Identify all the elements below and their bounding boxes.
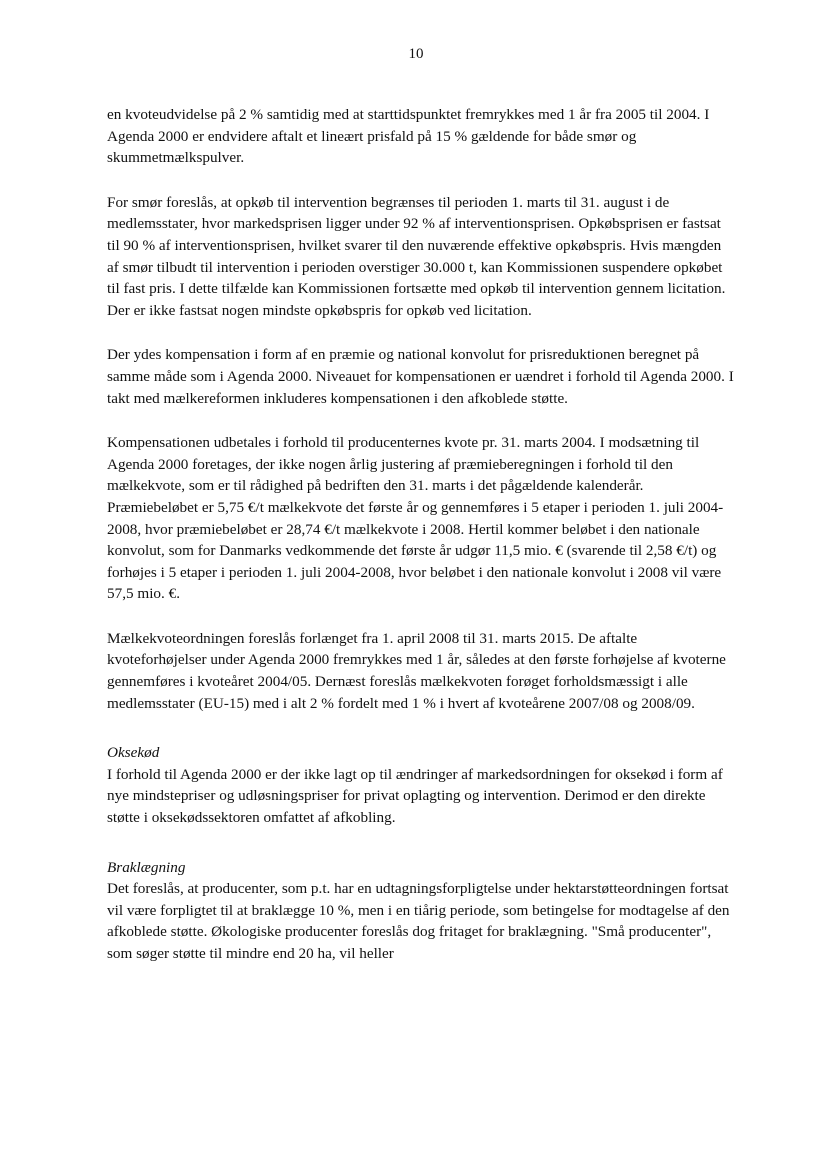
section-text-braklaegning: Det foreslås, at producenter, som p.t. har en udtagningsforpligtelse under hektarstøtteordningen fortsat vil være forpligtet til at braklægge 10 %, men i en tiårig periode, som betingelse for modtagelse af den afkoblede støtte. Økologiske producenter foreslås dog fritaget for braklægning. "Små producenter", som søger støtte til mindre end 20 ha, vil heller	[107, 880, 730, 962]
document-body	[107, 104, 735, 988]
page-number: 10	[408, 46, 424, 62]
section-heading-oksekoed: Oksekød	[107, 744, 160, 762]
paragraph-kompensation: Der ydes kompensation i form af en præmie og national konvolut for prisreduktionen beregnet på samme måde som i Agenda 2000. Niveauet for kompensationen er uændret i forhold til Agenda 2000. I takt med mælkereformen inkluderes kompensationen i den afkoblede støtte.	[107, 346, 734, 407]
section-text-oksekoed: I forhold til Agenda 2000 er der ikke lagt op til ændringer af markedsordningen for oksekød i form af nye mindstepriser og udløsningspriser for privat oplagting og intervention. Derimod er den direkte støtte i oksekødssektoren omfattet af afkobling.	[107, 765, 723, 827]
paragraph-maelkekvoteordning: Mælkekvoteordningen foreslås forlænget fra 1. april 2008 til 31. marts 2015. De aftalte kvoteforhøjelser under Agenda 2000 fremrykkes med 1 år, således at den første forhøjelse af kvoterne gennemføres i kvoteåret 2004/05. Dernæst foreslås mælkekvoten forøget forholdsmæssigt i alle medlemsstater (EU-15) med i alt 2 % fordelt med 1 % i hvert af kvoteårene 2007/08 og 2008/09.	[107, 629, 726, 712]
paragraph-kvoteudvidelse: en kvoteudvidelse på 2 % samtidig med at starttidspunktet fremrykkes med 1 år fra 2005 til 2004. I Agenda 2000 er endvidere aftalt et lineært prisfald på 15 % gældende for både smør og skummetmælkspulver.	[107, 106, 710, 167]
paragraph-kompensation-udbetaling: Kompensationen udbetales i forhold til producenternes kvote pr. 31. marts 2004. I modsætning til Agenda 2000 foretages, der ikke nogen årlig justering af præmieberegningen i forhold til den mælkekvote, som er til rådighed på bedriften den 31. marts i det pågældende kalenderår. Præmiebeløbet er 5,75 €/t mælkekvote det første år og gennemføres i 5 etaper i perioden 1. juli 2004-2008, hvor præmiebeløbet er 28,74 €/t mælkekvote i 2008. Hertil kommer beløbet i den nationale konvolut, som for Danmarks vedkommende det første år udgør 11,5 mio. € (svarende til 2,58 €/t) og forhøjes i 5 etaper i perioden 1. juli 2004-2008, hvor beløbet i den nationale konvolut i 2008 vil være 57,5 mio. €.	[107, 434, 724, 603]
paragraph-smoer-intervention: For smør foreslås, at opkøb til intervention begrænses til perioden 1. marts til 31. august i de medlemsstater, hvor markedsprisen ligger under 92 % af interventionsprisen. Opkøbsprisen er fastsat til 90 % af interventionsprisen, hvilket svarer til den nuværende effektive opkøbspris. Hvis mængden af smør tilbudt til intervention i perioden overstiger 30.000 t, kan Kommissionen suspendere opkøbet til fast pris. I dette tilfælde kan Kommissionen fortsætte med opkøb til intervention gennem licitation. Der er ikke fastsat nogen mindste opkøbspris for opkøb ved licitation.	[107, 193, 726, 319]
section-heading-braklaegning: Braklægning	[107, 858, 186, 876]
